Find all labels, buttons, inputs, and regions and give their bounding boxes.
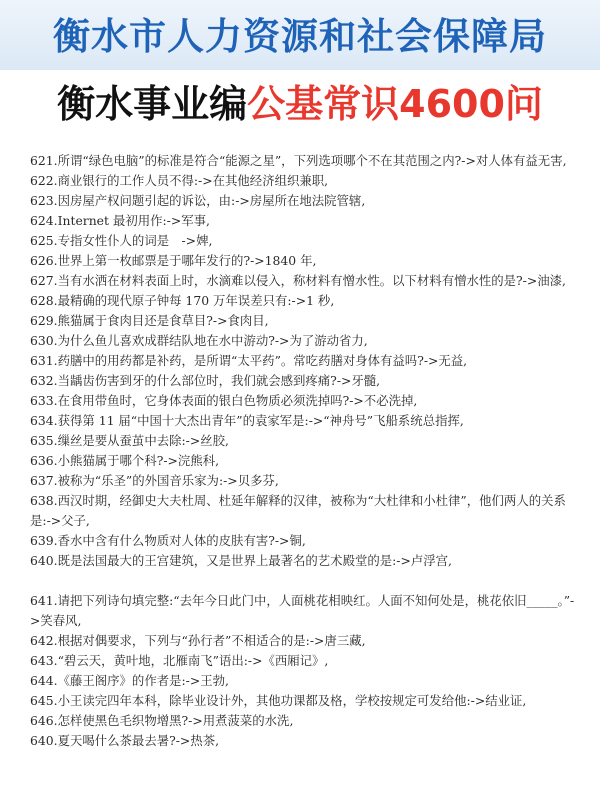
question-item: 627.当有水洒在材料表面上时，水滴难以侵入，称材料有憎水性。以下材料有憎水性的是?->油漆,	[30, 273, 566, 288]
question-item: 637.被称为“乐圣”的外国音乐家为:->贝多芬,	[30, 473, 279, 488]
question-item: 630.为什么鱼儿喜欢成群结队地在水中游动?->为了游动省力,	[30, 333, 368, 348]
page-title	[0, 76, 600, 132]
question-item: 628.最精确的现代原子钟每 170 万年误差只有:->1 秒,	[30, 293, 335, 308]
question-item: 623.因房屋产权问题引起的诉讼，由:->房屋所在地法院管辖,	[30, 193, 366, 208]
question-item: 643.“碧云天，黄叶地，北雁南飞”语出:->《西厢记》,	[30, 653, 329, 668]
title-black-part: 衡水事业编	[57, 82, 248, 126]
question-item: 621.所谓“绿色电脑”的标准是符合“能源之星”，下列选项哪个不在其范围之内?->对人体有益无害,	[30, 153, 567, 168]
question-item: 642.根据对偶要求，下列与“孙行者”不相适合的是:->唐三藏,	[30, 633, 366, 648]
question-item: 626.世界上第一枚邮票是于哪年发行的?->1840 年,	[30, 253, 317, 268]
question-item: 633.在食用带鱼时，它身体表面的银白色物质必须洗掉吗?->不必洗掉,	[30, 393, 418, 408]
question-item: 635.缫丝是要从蚕茧中去除:->丝胶,	[30, 433, 229, 448]
question-item: 641.请把下列诗句填完整:“去年今日此门中，人面桃花相映红。人面不知何处是，桃花依旧_____。”->笑春风,	[30, 593, 575, 628]
section-gap	[30, 571, 578, 591]
question-item: 646.怎样使黑色毛织物增黑?->用煮菠菜的水洗,	[30, 713, 294, 728]
question-item: 622.商业银行的工作人员不得:->在其他经济组织兼职,	[30, 173, 329, 188]
question-item: 638.西汉时期，经御史大夫杜周、杜延年解释的汉律，被称为“大杜律和小杜律”，他们两人的关系是:->父子,	[30, 493, 566, 528]
question-item: 629.熊猫属于食肉目还是食草目?->食肉目,	[30, 313, 269, 328]
question-item: 640.既是法国最大的王宫建筑，又是世界上最著名的艺术殿堂的是:->卢浮宫,	[30, 553, 452, 568]
question-item: 632.当龋齿伤害到牙的什么部位时，我们就会感到疼痛?->牙髓,	[30, 373, 381, 388]
question-item: 631.药膳中的用药都是补药，是所谓“太平药”。常吃药膳对身体有益吗?->无益,	[30, 353, 468, 368]
question-item: 625.专指女性仆人的词是 ->婢,	[30, 233, 213, 248]
title-red-part: 公基常识4600问	[247, 82, 543, 126]
question-item: 634.获得第 11 届“中国十大杰出青年”的袁家军是:->“神舟号”飞船系统总指挥,	[30, 413, 464, 428]
question-list	[30, 151, 578, 751]
question-item: 640.夏天喝什么茶最去暑?->热茶,	[30, 733, 220, 748]
question-item: 644.《藤王阁序》的作者是:->王勃,	[30, 673, 229, 688]
question-item: 645.小王读完四年本科，除毕业设计外，其他功课都及格，学校按规定可发给他:->结业证,	[30, 693, 527, 708]
question-item: 624.Internet 最初用作:->军事,	[30, 213, 210, 228]
org-title: 衡水市人力资源和社会保障局	[53, 15, 547, 58]
question-item: 639.香水中含有什么物质对人体的皮肤有害?->铜,	[30, 533, 306, 548]
question-item: 636.小熊猫属于哪个科?->浣熊科,	[30, 453, 220, 468]
